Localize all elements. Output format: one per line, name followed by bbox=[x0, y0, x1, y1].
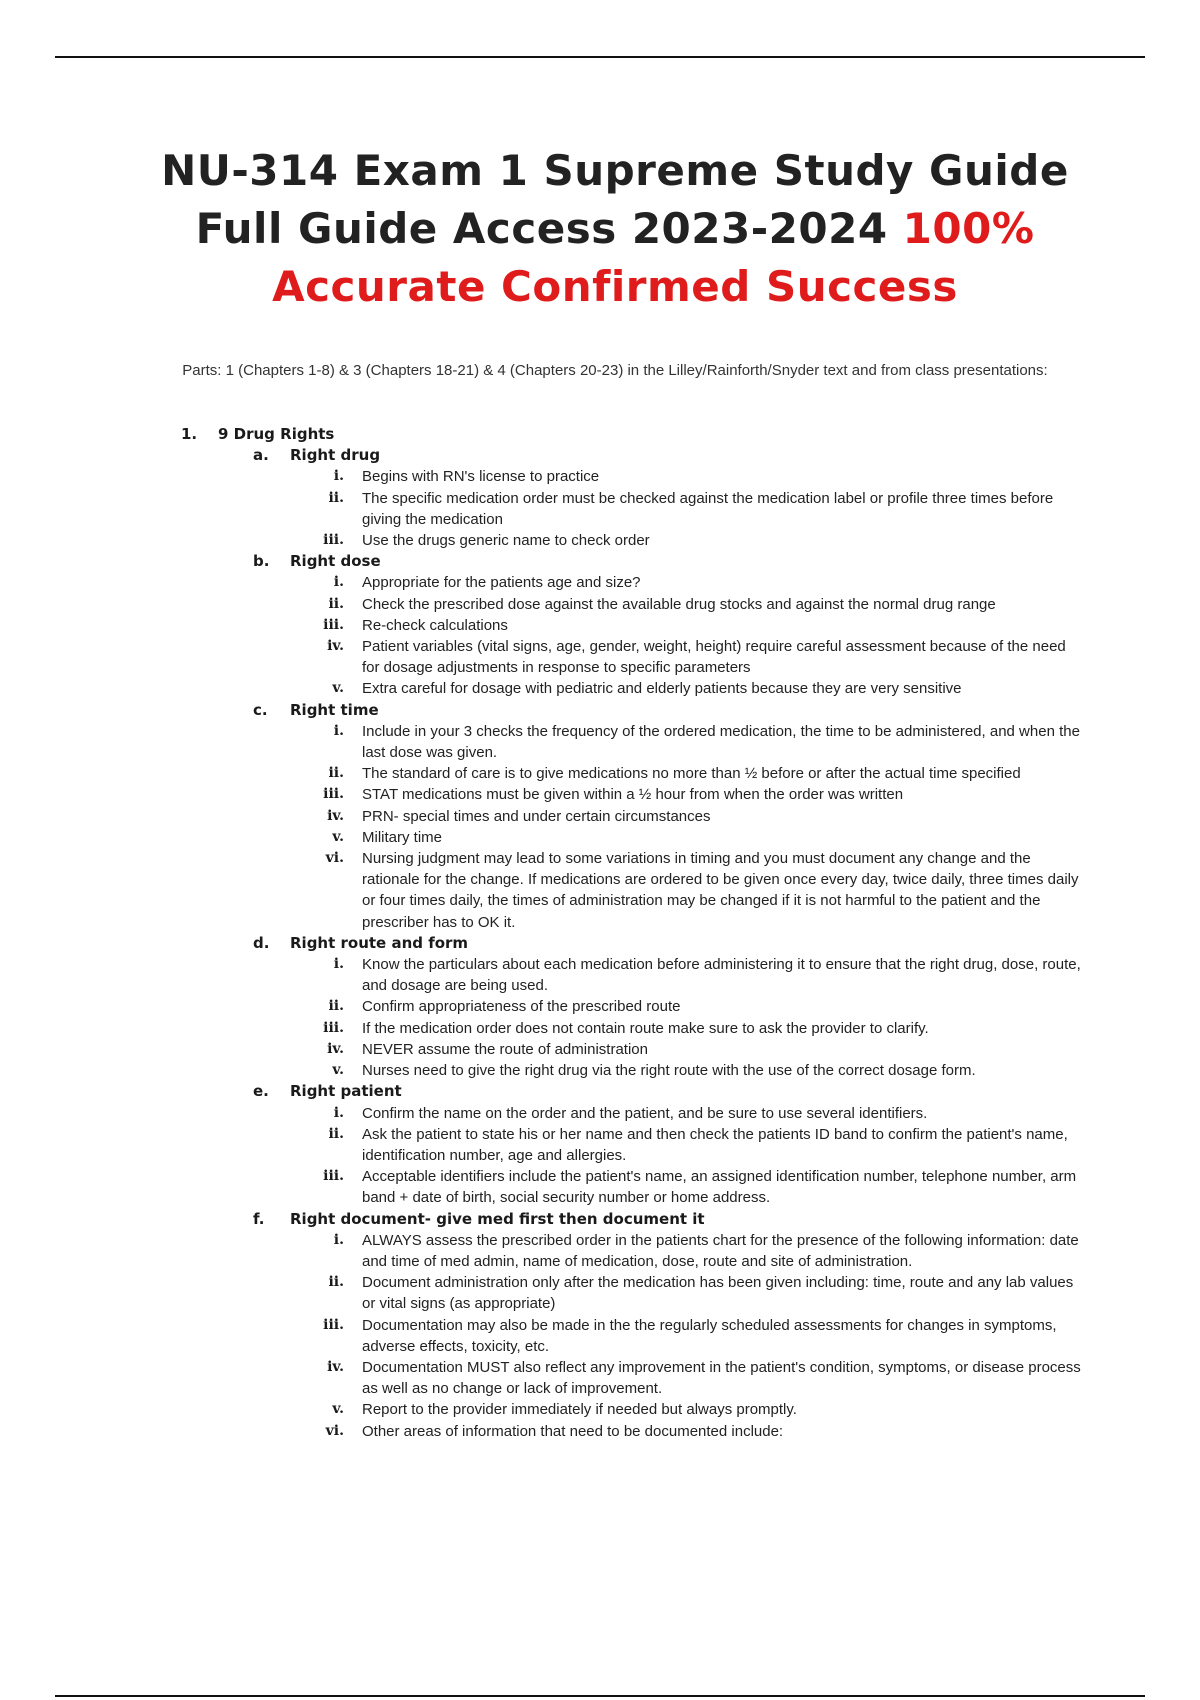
list-item bbox=[0, 1357, 1200, 1399]
title-highlight-percent: 100% bbox=[902, 204, 1035, 253]
list-item-numeral: iv. bbox=[327, 807, 344, 824]
section-letter: d. bbox=[253, 933, 270, 952]
list-item-numeral: i. bbox=[333, 1231, 344, 1248]
section-label: Right document- give med first then document it bbox=[290, 1209, 705, 1228]
title-line-3: Accurate Confirmed Success bbox=[272, 262, 958, 311]
list-item-numeral: i. bbox=[333, 722, 344, 739]
section-label: Right patient bbox=[290, 1082, 402, 1101]
list-item bbox=[0, 1039, 1200, 1060]
section-heading bbox=[0, 1081, 1200, 1102]
list-item-text: Documentation may also be made in the the regularly scheduled assessments for changes in symptoms, adverse effects, toxicity, etc. bbox=[362, 1316, 1057, 1355]
list-item-text: ALWAYS assess the prescribed order in the patients chart for the presence of the following information: date and time of med admin, name of medication, dose, route and site of administration. bbox=[362, 1231, 1079, 1270]
list-item-numeral: iii. bbox=[323, 532, 344, 549]
list-item-text: Include in your 3 checks the frequency of the ordered medication, the time to be administered, and when the last dose was given. bbox=[362, 722, 1080, 762]
section-letter: a. bbox=[253, 446, 269, 465]
list-item bbox=[0, 996, 1200, 1017]
list-item-numeral: iii. bbox=[323, 616, 344, 633]
list-item-text: Other areas of information that need to be documented include: bbox=[362, 1422, 784, 1440]
outline-list bbox=[0, 424, 1200, 1442]
section-label: Right route and form bbox=[290, 933, 469, 952]
list-item-numeral: i. bbox=[333, 1104, 344, 1121]
list-item-text: Patient variables (vital signs, age, gender, weight, height) require careful assessment because of the need for dosage adjustments in response to specific parameters bbox=[362, 638, 1066, 677]
list-item-numeral: ii. bbox=[328, 1125, 344, 1142]
list-item-numeral: v. bbox=[332, 1062, 344, 1079]
list-item bbox=[0, 954, 1200, 996]
list-item-text: The specific medication order must be checked against the medication label or profile three times before giving the medication bbox=[362, 489, 1054, 528]
list-item bbox=[0, 784, 1200, 805]
outline-heading-label: 9 Drug Rights bbox=[218, 425, 335, 443]
list-item bbox=[0, 530, 1200, 551]
list-item-text: Appropriate for the patients age and size? bbox=[362, 574, 641, 592]
list-item-text: Know the particulars about each medication before administering it to ensure that the right drug, dose, route, and dosage are being used. bbox=[362, 956, 1081, 995]
list-item-text: Check the prescribed dose against the available drug stocks and against the normal drug range bbox=[362, 595, 996, 613]
list-item bbox=[0, 827, 1200, 848]
list-item bbox=[0, 848, 1200, 933]
list-item-numeral: iii. bbox=[323, 1168, 344, 1185]
section-letter: f. bbox=[253, 1209, 265, 1228]
list-item-numeral: i. bbox=[333, 574, 344, 591]
section-heading bbox=[0, 1209, 1200, 1230]
list-item bbox=[0, 636, 1200, 678]
list-item-text: Extra careful for dosage with pediatric and elderly patients because they are very sensitive bbox=[362, 680, 962, 698]
list-item bbox=[0, 1018, 1200, 1039]
bottom-rule bbox=[55, 1695, 1145, 1697]
list-item-text: Confirm the name on the order and the patient, and be sure to use several identifiers. bbox=[362, 1104, 928, 1122]
list-item bbox=[0, 678, 1200, 699]
list-item bbox=[0, 806, 1200, 827]
list-item-numeral: vi. bbox=[325, 1422, 344, 1439]
intro-paragraph: Parts: 1 (Chapters 1-8) & 3 (Chapters 18-21) & 4 (Chapters 20-23) in the Lilley/Rainforth/Snyder text and from class presentations: bbox=[182, 362, 1048, 379]
section-letter: b. bbox=[253, 552, 270, 571]
list-item bbox=[0, 1230, 1200, 1272]
list-item-numeral: vi. bbox=[325, 850, 344, 867]
list-item-text: Acceptable identifiers include the patient's name, an assigned identification number, telephone number, arm band + date of birth, social security number or home address. bbox=[362, 1168, 1077, 1207]
top-rule bbox=[55, 56, 1145, 58]
section-letter: e. bbox=[253, 1082, 269, 1101]
list-item-numeral: i. bbox=[333, 956, 344, 973]
list-item-text: Document administration only after the medication has been given including: time, route and any lab values or vital signs (as appropriate) bbox=[362, 1274, 1074, 1313]
list-item-text: Military time bbox=[362, 828, 443, 846]
list-item-text: Begins with RN's license to practice bbox=[362, 468, 600, 486]
list-item bbox=[0, 466, 1200, 487]
list-item-numeral: ii. bbox=[328, 1274, 344, 1291]
list-item-numeral: v. bbox=[332, 1401, 344, 1418]
list-item-numeral: i. bbox=[333, 468, 344, 485]
list-item-text: PRN- special times and under certain circumstances bbox=[362, 807, 711, 825]
outline-heading-number: 1. bbox=[181, 425, 198, 443]
section-heading bbox=[0, 933, 1200, 954]
section-label: Right time bbox=[290, 700, 379, 719]
list-item bbox=[0, 615, 1200, 636]
list-item bbox=[0, 1060, 1200, 1081]
list-item-numeral: iv. bbox=[327, 1040, 344, 1057]
section-heading bbox=[0, 551, 1200, 572]
list-item-text: Re-check calculations bbox=[362, 616, 508, 634]
section-heading bbox=[0, 700, 1200, 721]
list-item bbox=[0, 1166, 1200, 1208]
list-item-text: STAT medications must be given within a ½ hour from when the order was written bbox=[362, 786, 904, 804]
list-item bbox=[0, 1421, 1200, 1442]
list-item bbox=[0, 488, 1200, 530]
title-line-2 bbox=[90, 200, 1140, 258]
list-item-text: Nurses need to give the right drug via the right route with the use of the correct dosage form. bbox=[362, 1062, 976, 1080]
list-item-text: Nursing judgment may lead to some variations in timing and you must document any change and the rationale for the change. If medications are ordered to be given once every day, twice daily, three times daily or four times daily, the times of administration may be changed if it is not harmful to the patient and the prescriber has to OK it. bbox=[362, 850, 1079, 931]
section-letter: c. bbox=[253, 700, 268, 719]
list-item-text: Report to the provider immediately if needed but always promptly. bbox=[362, 1401, 797, 1419]
list-item bbox=[0, 1272, 1200, 1314]
list-item-numeral: iii. bbox=[323, 786, 344, 803]
list-item bbox=[0, 1124, 1200, 1166]
list-item bbox=[0, 1103, 1200, 1124]
list-item bbox=[0, 594, 1200, 615]
list-item-numeral: v. bbox=[332, 828, 344, 845]
title-line-2-dark: Full Guide Access 2023-2024 bbox=[195, 204, 903, 253]
list-item-numeral: iii. bbox=[323, 1316, 344, 1333]
list-item bbox=[0, 763, 1200, 784]
list-item-numeral: iv. bbox=[327, 1358, 344, 1375]
outline-heading bbox=[0, 424, 1200, 445]
section-label: Right dose bbox=[290, 552, 381, 571]
list-item bbox=[0, 1399, 1200, 1420]
list-item bbox=[0, 721, 1200, 763]
list-item-text: Ask the patient to state his or her name and then check the patients ID band to confirm the patient's name, identification number, age and allergies. bbox=[362, 1125, 1068, 1164]
section-label: Right drug bbox=[290, 446, 381, 465]
list-item-text: Documentation MUST also reflect any improvement in the patient's condition, symptoms, or disease process as well as no change or lack of improvement. bbox=[362, 1358, 1081, 1398]
list-item bbox=[0, 1315, 1200, 1357]
list-item-numeral: ii. bbox=[328, 595, 344, 612]
list-item-numeral: ii. bbox=[328, 489, 344, 506]
list-item-text: The standard of care is to give medications no more than ½ before or after the actual time specified bbox=[362, 765, 1021, 783]
list-item-text: NEVER assume the route of administration bbox=[362, 1040, 648, 1058]
list-item-numeral: iv. bbox=[327, 638, 344, 655]
list-item-text: Use the drugs generic name to check order bbox=[362, 532, 650, 550]
list-item bbox=[0, 572, 1200, 593]
list-item-numeral: v. bbox=[332, 680, 344, 697]
list-item-numeral: ii. bbox=[328, 765, 344, 782]
list-item-numeral: iii. bbox=[323, 1019, 344, 1036]
list-item-text: Confirm appropriateness of the prescribed route bbox=[362, 998, 681, 1016]
list-item-text: If the medication order does not contain route make sure to ask the provider to clarify. bbox=[362, 1019, 929, 1037]
title-line-1: NU-314 Exam 1 Supreme Study Guide bbox=[161, 146, 1069, 195]
list-item-numeral: ii. bbox=[328, 998, 344, 1015]
document-title bbox=[90, 142, 1140, 316]
section-heading bbox=[0, 445, 1200, 466]
